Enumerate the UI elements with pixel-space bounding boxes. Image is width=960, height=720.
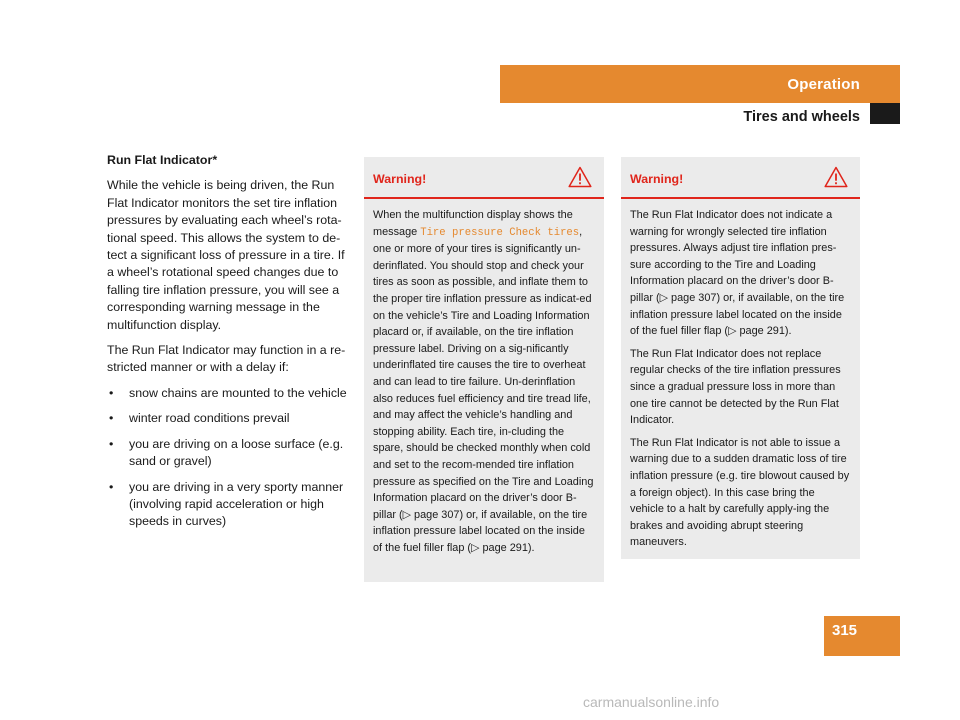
condition-list <box>107 385 352 531</box>
list-item: • snow chains are mounted to the vehicle <box>107 385 352 402</box>
subsection-title: Tires and wheels <box>743 109 860 125</box>
warning-body <box>621 199 860 551</box>
condition-paragraph: The Run Flat Indicator may function in a re-stricted manner or with a delay if: <box>107 343 346 375</box>
bullet-icon: • <box>109 411 114 426</box>
header-marker <box>870 103 900 124</box>
list-item: • you are driving in a very sporty manner (involving rapid acceleration or high speeds in curves) <box>109 479 344 529</box>
warning-title: Warning! <box>373 172 427 186</box>
page-number-box <box>824 616 900 656</box>
section-title: Operation <box>787 76 860 93</box>
warning-box-tire-pressure <box>364 157 604 582</box>
list-item: • winter road conditions prevail <box>107 410 352 427</box>
page-number: 315 <box>832 622 858 639</box>
intro-paragraph: While the vehicle is being driven, the Run Flat Indicator monitors the set tire inflation pressures by evaluating each wheel’s rota-tional speed. This allows the system to de-tect a significant loss of pressure in a tire. If a wheel’s rotational speed changes due to falling tire inflation pressure, you will see a corresponding warning message in the multifunction display. <box>107 178 345 332</box>
display-message: Tire pressure Check tires <box>420 226 580 239</box>
list-item: • you are driving on a loose surface (e.g. sand or gravel) <box>109 436 344 469</box>
warning-header <box>621 157 860 199</box>
warning-paragraph: The Run Flat Indicator does not indicate a warning for wrongly selected tire inflation pressures. Always adjust tire inflation pres-sure according to the Tire and Loading Information placard on the driver’s door B-pillar (▷ page 307) or, if available, on the tire inflation pressure label located on the inside of the fuel filler flap (▷ page 291). <box>630 209 845 338</box>
section-heading: Run Flat Indicator* <box>107 153 218 167</box>
warning-triangle-icon <box>568 166 592 188</box>
warning-paragraph: The Run Flat Indicator does not replace regular checks of the tire inflation pressures since a gradual pressure loss in more than one tire cannot be detected by the Run Flat Indicator. <box>630 347 841 427</box>
warning-title: Warning! <box>630 172 684 186</box>
warning-paragraph: When the multifunction display shows the message Tire pressure Check tires, one or more of your tires is significantly un-derinflated. You should stop and check your tires as soon as possible, and inflate them to the proper tire inflation pressure as indicat-ed on the vehicle’s Tire and Loading Information placard or, if available, on the tire inflation pressure label. Driving on a sig-nificantly underinflated tire causes the tire to overheat and can lead to tire failure. Un-derinflation also reduces fuel efficiency and tire tread life, and may affect the vehicle’s handling and stopping ability. Each tire, in-cluding the spare, should be checked monthly when cold and set to the recom-mended tire inflation pressure as specified on the Tire and Loading Information placard on the driver’s door B-pillar (▷ page 307) or, if available, on the tire inflation pressure label located on the inside of the fuel filler flap (▷ page 291). <box>373 209 594 554</box>
bullet-icon: • <box>109 479 114 494</box>
warning-paragraph: The Run Flat Indicator is not able to issue a warning due to a sudden dramatic loss of tire inflation pressure (e.g. tire blowout caused by a foreign object). In this case bring the vehicle to a halt by carefully apply-ing the brakes and avoiding abrupt steering maneuvers. <box>630 436 850 549</box>
warning-box-limitations <box>621 157 860 559</box>
bullet-icon: • <box>109 436 114 451</box>
watermark: carmanualsonline.info <box>583 694 720 710</box>
section-header-bar <box>500 65 900 103</box>
main-column <box>107 152 352 539</box>
warning-body <box>364 199 604 556</box>
warning-triangle-icon <box>824 166 848 188</box>
warning-header <box>364 157 604 199</box>
bullet-icon: • <box>109 385 114 400</box>
